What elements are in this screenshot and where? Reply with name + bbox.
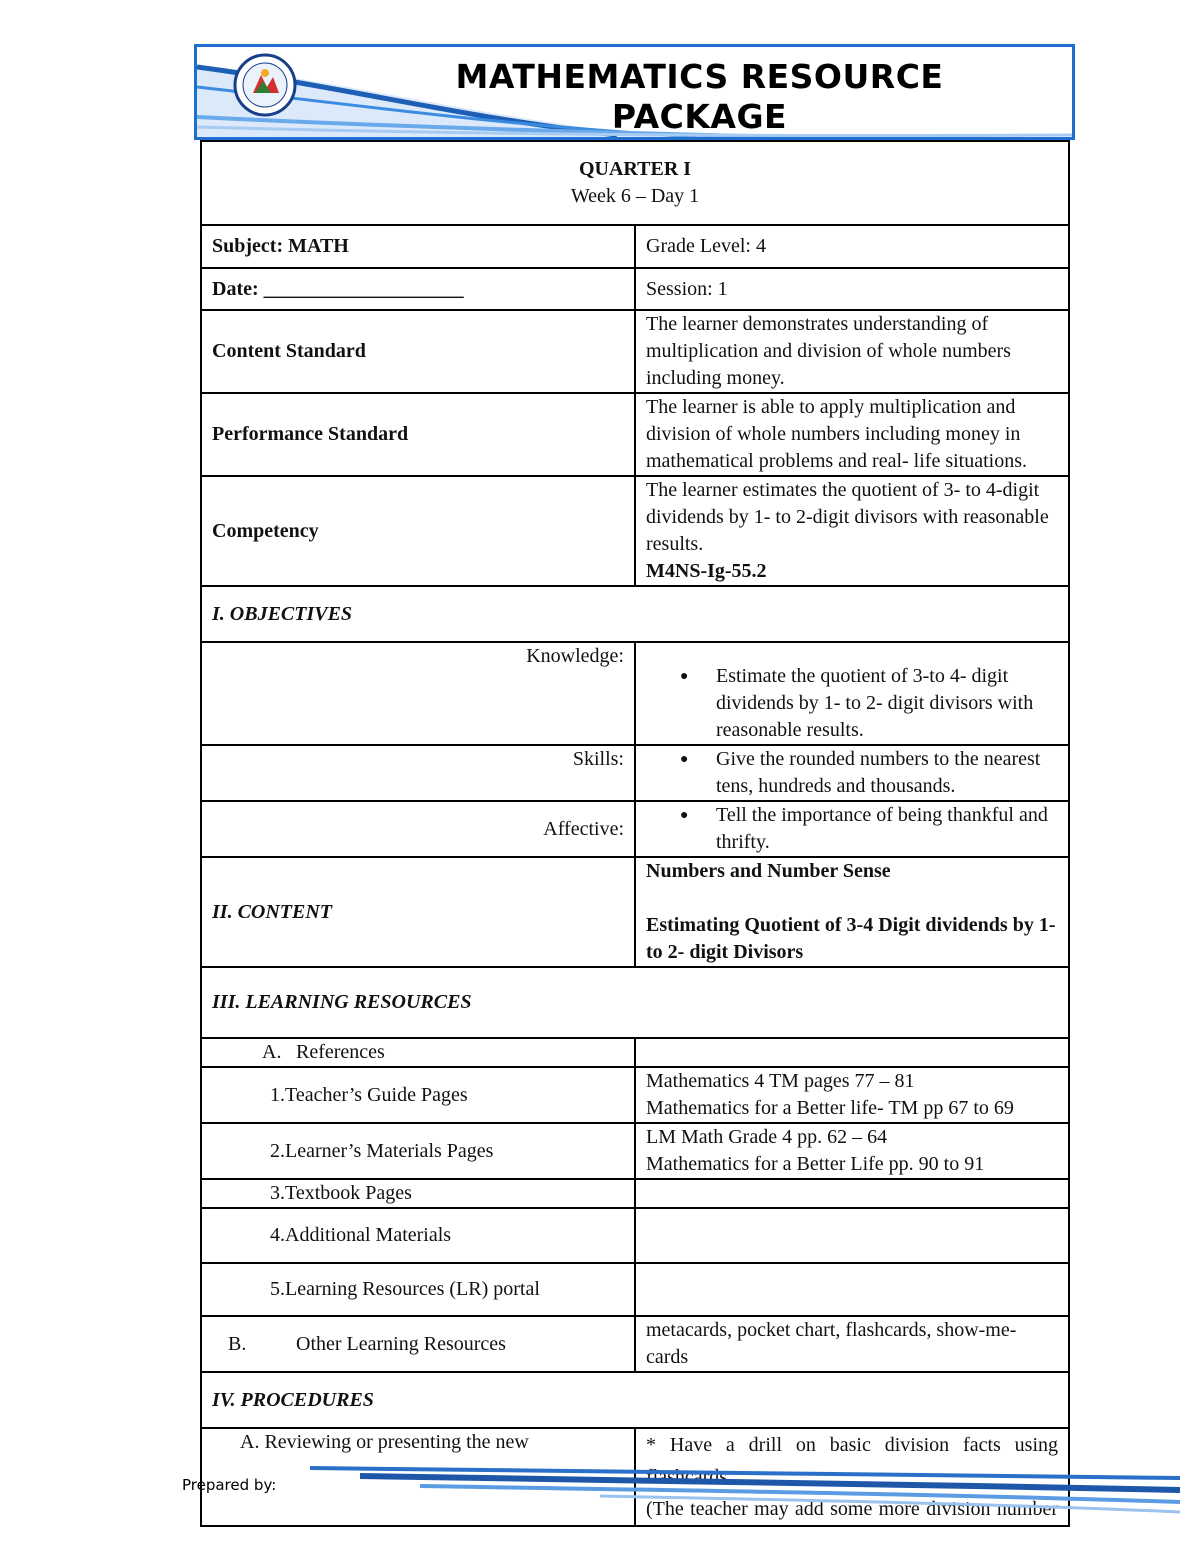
resources-heading: III. LEARNING RESOURCES xyxy=(201,967,1069,1038)
quarter-label: QUARTER I xyxy=(578,158,692,180)
resource-value-1: Mathematics 4 TM pages 77 – 81 xyxy=(646,1070,915,1092)
date-label: Date: ____________________ xyxy=(201,268,635,310)
resource-num: 2. xyxy=(270,1139,285,1162)
date-row xyxy=(201,268,1069,310)
affective-label: Affective: xyxy=(201,801,635,857)
performance-standard-label: Performance Standard xyxy=(201,393,635,476)
procedure-a-line-1: * Have a drill on basic division facts using flashcards. xyxy=(646,1434,1058,1488)
title-line-1: MATHEMATICS RESOURCE xyxy=(455,57,944,96)
other-label: Other Learning Resources xyxy=(296,1332,506,1355)
other-letter: B. xyxy=(228,1332,247,1355)
content-standard-row xyxy=(201,310,1069,393)
skills-bullet: ● Give the rounded numbers to the nearest tens, hundreds and thousands. xyxy=(716,746,1058,800)
affective-row xyxy=(201,801,1069,857)
resource-value-1: LM Math Grade 4 pp. 62 – 64 xyxy=(646,1126,888,1148)
knowledge-label: Knowledge: xyxy=(201,642,635,745)
header-banner xyxy=(194,44,1075,140)
other-resources-row xyxy=(201,1316,1069,1372)
knowledge-bullet: ● Estimate the quotient of 3-to 4- digit dividends by 1- to 2- digit divisors with reasonable results. xyxy=(716,663,1058,744)
objectives-heading: I. OBJECTIVES xyxy=(201,586,1069,642)
skills-label: Skills: xyxy=(201,745,635,801)
footer-swoosh-graphic xyxy=(300,1458,1185,1518)
subject-row xyxy=(201,225,1069,268)
subject-label: Subject: MATH xyxy=(201,225,635,268)
resource-row xyxy=(201,1179,1069,1208)
other-resources-value: metacards, pocket chart, flashcards, show-me-cards xyxy=(635,1316,1069,1372)
resource-value-2: Mathematics for a Better life- TM pp 67 to 69 xyxy=(646,1097,1014,1119)
competency-cell xyxy=(635,476,1069,586)
resource-num: 3. xyxy=(270,1182,285,1204)
resource-value-1 xyxy=(635,1179,1069,1208)
resource-num: 4. xyxy=(270,1224,285,1246)
grade-level-value: Grade Level: 4 xyxy=(635,225,1069,268)
title-line-2: PACKAGE xyxy=(611,97,788,136)
resource-label: Learning Resources (LR) portal xyxy=(285,1278,540,1300)
content-topic: Numbers and Number Sense xyxy=(646,860,891,882)
resource-row xyxy=(201,1208,1069,1263)
content-heading: II. CONTENT xyxy=(201,857,635,967)
resource-row xyxy=(201,1123,1069,1179)
resource-label: Teacher’s Guide Pages xyxy=(285,1083,468,1106)
procedure-a-label: A. Reviewing or presenting the new xyxy=(240,1431,529,1453)
resource-label: Learner’s Materials Pages xyxy=(285,1139,494,1162)
quarter-row xyxy=(201,141,1069,225)
content-row xyxy=(201,857,1069,967)
resource-value-1 xyxy=(635,1208,1069,1263)
resource-row xyxy=(201,1263,1069,1316)
skills-row xyxy=(201,745,1069,801)
resource-value-1 xyxy=(635,1263,1069,1316)
lesson-plan-table xyxy=(200,140,1070,1527)
week-day-label: Week 6 – Day 1 xyxy=(570,185,700,207)
resources-heading-row xyxy=(201,967,1069,1038)
procedure-a-line-2: (The teacher may add some more division number xyxy=(646,1498,1058,1520)
resource-value-2: Mathematics for a Better Life pp. 90 to 91 xyxy=(646,1153,985,1175)
deped-seal-icon xyxy=(233,53,297,117)
procedures-heading-row xyxy=(201,1372,1069,1428)
session-value: Session: 1 xyxy=(635,268,1069,310)
resource-num: 1. xyxy=(270,1083,285,1106)
objectives-heading-row xyxy=(201,586,1069,642)
competency-value: The learner estimates the quotient of 3- to 4-digit dividends by 1- to 2-digit divisors with reasonable results. xyxy=(646,479,1049,555)
knowledge-row xyxy=(201,642,1069,745)
competency-code: M4NS-Ig-55.2 xyxy=(646,560,767,582)
competency-row xyxy=(201,476,1069,586)
document-title xyxy=(347,57,1052,137)
performance-standard-row xyxy=(201,393,1069,476)
resource-label: Textbook Pages xyxy=(285,1182,412,1204)
prepared-by-label: Prepared by: xyxy=(182,1476,277,1494)
resource-row xyxy=(201,1067,1069,1123)
references-cell xyxy=(201,1038,635,1067)
affective-bullet: ● Tell the importance of being thankful and thrifty. xyxy=(716,802,1058,856)
competency-label: Competency xyxy=(201,476,635,586)
content-subtopic: Estimating Quotient of 3-4 Digit dividends by 1-to 2- digit Divisors xyxy=(646,914,1056,963)
resource-label: Additional Materials xyxy=(285,1224,452,1246)
resource-num: 5. xyxy=(270,1278,285,1300)
procedures-heading: IV. PROCEDURES xyxy=(201,1372,1069,1428)
references-label: References xyxy=(296,1041,385,1063)
references-letter: A. xyxy=(262,1041,282,1063)
performance-standard-value: The learner is able to apply multiplication and division of whole numbers including money in mathematical problems and real- life situations. xyxy=(635,393,1069,476)
content-standard-label: Content Standard xyxy=(201,310,635,393)
content-standard-value: The learner demonstrates understanding of multiplication and division of whole numbers including money. xyxy=(635,310,1069,393)
references-row xyxy=(201,1038,1069,1067)
